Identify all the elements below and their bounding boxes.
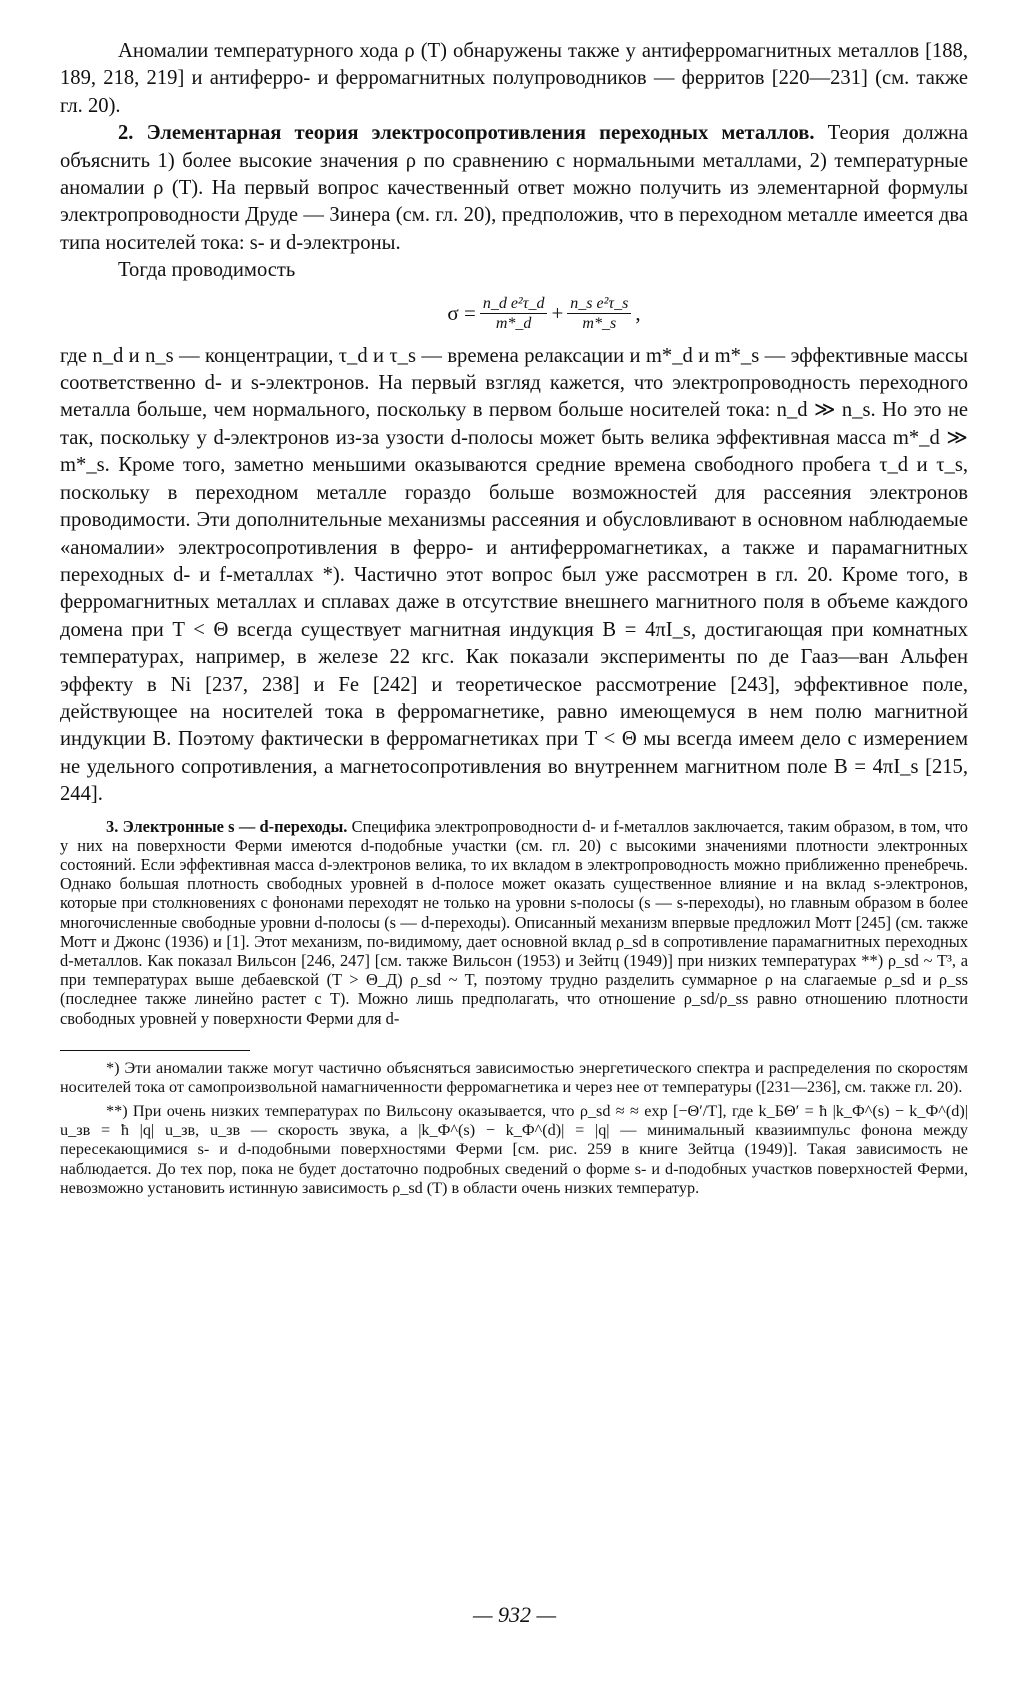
page-body bbox=[60, 38, 968, 1199]
paragraph-section-3 bbox=[60, 817, 968, 1028]
paragraph-section-2 bbox=[60, 120, 968, 257]
fraction-s bbox=[567, 294, 631, 333]
formula-plus: + bbox=[551, 301, 564, 326]
fraction-s-denominator: m*_s bbox=[582, 315, 617, 333]
footnote-divider bbox=[60, 1050, 250, 1051]
footnotes bbox=[60, 1059, 968, 1199]
fraction-d-denominator: m*_d bbox=[495, 315, 532, 333]
section-3 bbox=[60, 817, 968, 1028]
paragraph-after-formula: где n_d и n_s — концентрации, τ_d и τ_s — времена релаксации и m*_d и m*_s — эффективные массы соответственно d- и s-электронов. На первый взгляд кажется, что электропроводность переходного металла больше, чем нормального, поскольку в первом больше носителей тока: n_d ≫ n_s. Но это не так, поскольку у d-электронов из-за узости d-полосы может быть велика эффективная масса m*_d ≫ m*_s. Кроме того, заметно меньшими оказываются средние времена свободного пробега τ_d и τ_s, поскольку в переходном металле гораздо больше возможностей для рассеяния электронов проводимости. Эти дополнительные механизмы рассеяния и обусловливают в основном наблюдаемые «аномалии» электросопротивления в ферро- и антиферромагнетиках, а также и парамагнитных переходных d- и f-металлах *). Частично этот вопрос был уже рассмотрен в гл. 20. Кроме того, в ферромагнитных металлах и сплавах даже в отсутствие внешнего магнитного поля в объеме каждого домена при T < Θ всегда существует магнитная индукция B = 4πI_s, достигающая при комнатных температурах, например, в железе 22 кгс. Как показали эксперименты по де Гааз—ван Альфен эффекту в Ni [237, 238] и Fe [242] и теоретическое рассмотрение [243], эффективное поле, действующее на носителей тока в ферромагнетике, равно имеющемуся в нем полю магнитной индукции B. Поэтому фактически в ферромагнетиках при T < Θ мы всегда имеем дело с измерением не удельного сопротивления, а магнетосопротивления во внутреннем магнитном поле B = 4πI_s [215, 244]. bbox=[60, 344, 968, 806]
conductivity-formula bbox=[120, 285, 968, 343]
formula-lhs: σ = bbox=[447, 301, 476, 326]
footnote-2: **) При очень низких температурах по Вильсону оказывается, что ρ_sd ≈ ≈ exp [−Θ′/T], где k_БΘ′ = ħ |k_Ф^(s) − k_Ф^(d)| u_зв = ħ |q| u_зв, u_зв — скорость звука, а |k_Ф^(s) − k_Ф^(d)| = |q| — минимальный квазиимпульс фонона между пересекающимися s- и d-подобными поверхностями Ферми [см. рис. 259 в книге Зейтца (1949)]. Такая зависимость не наблюдается. До тех пор, пока не будет достаточно подробных сведений о форме s- и d-подобных участков поверхностей Ферми, невозможно установить истинную зависимость ρ_sd (T) в области очень низких температур. bbox=[60, 1101, 968, 1198]
formula-end: , bbox=[635, 301, 641, 326]
main-text bbox=[60, 38, 968, 809]
paragraph-anomalies: Аномалии температурного хода ρ (T) обнаружены также у антиферромагнитных металлов [188, 189, 218, 219] и антиферро- и ферромагнитных полупроводников — ферритов [220—231] (см. также гл. 20). bbox=[60, 40, 968, 117]
section-2-heading: 2. Элементарная теория электросопротивления переходных металлов. bbox=[118, 122, 815, 145]
page-number: — 932 — bbox=[472, 1602, 557, 1627]
section-3-heading: 3. Электронные s — d-переходы. bbox=[106, 816, 348, 836]
section-3-text: Специфика электропроводности d- и f-металлов заключается, таким образом, в том, что у них на поверхности Ферми имеются d-подобные участки (см. гл. 20) с высокими значениями плотности электронных состояний. Если эффективная масса d-электронов велика, то их вкладом в электропроводность можно приближенно пренебречь. Однако большая плотность свободных уровней в d-полосе может оказать существенное влияние и на вклад s-электронов, которые при столкновениях с фононами переходят не только на уровни s-полосы (s — s-переходы), но главным образом в более многочисленные свободные уровни d-полосы (s — d-переходы). Описанный механизм впервые предложил Мотт [245] (см. также Мотт и Джонс (1936) и [1]. Этот механизм, по-видимому, дает основной вклад ρ_sd в сопротивление парамагнитных переходных d-металлов. Как показал Вильсон [246, 247] [см. также Вильсон (1953) и Зейтц (1949)] при низких температурах **) ρ_sd ~ T³, а при температурах выше дебаевской (T > Θ_Д) ρ_sd ~ T, поэтому трудно разделить суммарное ρ на слагаемые ρ_sd и ρ_ss (последнее также линейно растет с T). Можно лишь предполагать, что отношение ρ_sd/ρ_ss равно отношению плотности свободных уровней у поверхности Ферми для d- bbox=[60, 816, 968, 1028]
footnote-1: *) Эти аномалии также могут частично объясняться зависимостью энергетического спектра и распределения по скоростям носителей тока от самопроизвольной намагниченности ферромагнетика и через нее от температуры ([231—236], см. также гл. 20). bbox=[60, 1058, 968, 1097]
fraction-d bbox=[480, 294, 548, 333]
fraction-d-numerator: n_d e²τ_d bbox=[480, 294, 548, 314]
section-2-text: Теория должна объяснить 1) более высокие значения ρ по сравнению с нормальными металлами, 2) температурные аномалии ρ (T). На первый вопрос качественный ответ можно получить из элементарной формулы электропроводности Друде — Зинера (см. гл. 20), предположив, что в переходном металле имеется два типа носителей тока: s- и d-электроны. bbox=[60, 122, 968, 254]
formula-lead: Тогда проводимость bbox=[118, 259, 296, 282]
fraction-s-numerator: n_s e²τ_s bbox=[567, 294, 631, 314]
